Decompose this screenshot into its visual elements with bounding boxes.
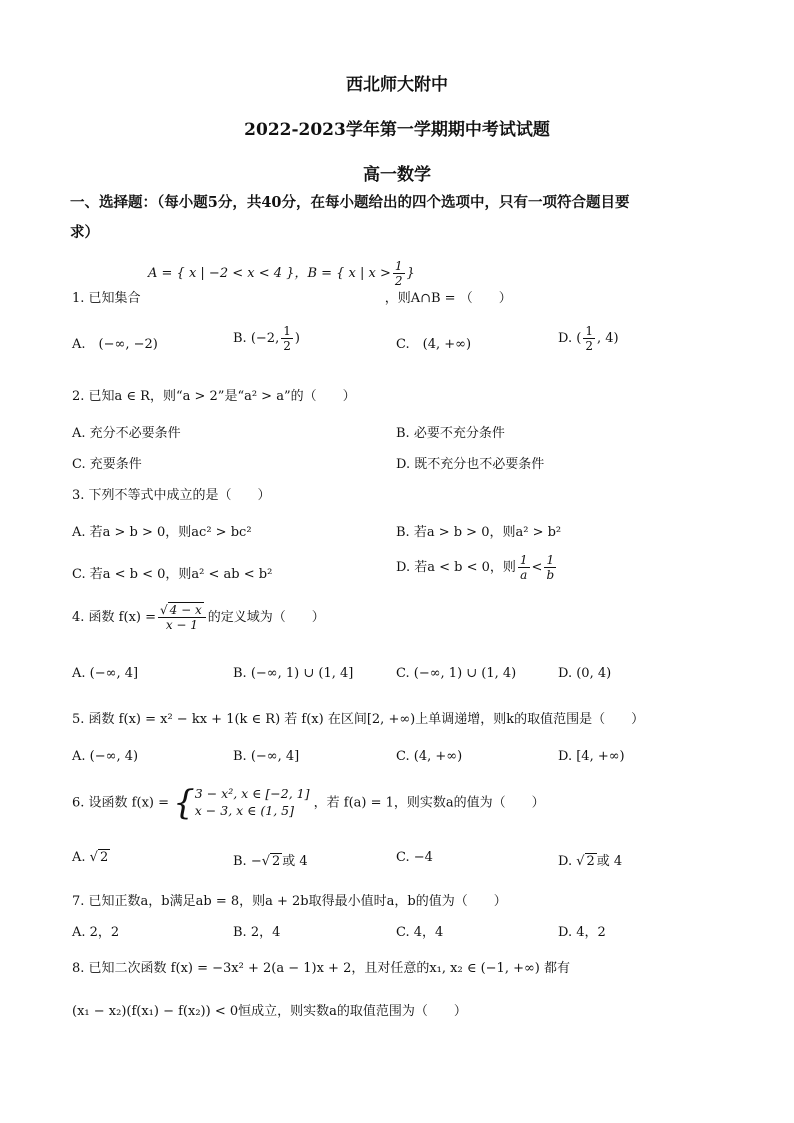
q6-stem-suffix: ，若 f(a) = 1，则实数a的值为（ ） xyxy=(313,795,545,811)
q1-sets: A = { x | −2 < x < 4 }，B = { x | x > $\frac{1}{2}$ } xyxy=(148,259,415,288)
q3-option-a: A. 若a > b > 0，则ac² > bc² xyxy=(72,525,252,540)
q5-option-a: A. (−∞, 4) xyxy=(72,749,139,764)
section-heading-line2: 求） xyxy=(70,224,99,241)
q6-option-d-letter: D. xyxy=(558,854,573,869)
q4-option-d: D. (0, 4) xyxy=(558,666,612,681)
q1-set-b-right: } xyxy=(406,266,415,281)
q4-option-a: A. (−∞, 4] xyxy=(72,666,139,681)
subject-title: 高一数学 xyxy=(363,165,431,185)
q5-number: 5. xyxy=(72,712,85,727)
q6-case2: x − 3, x ∈ (1, 5] xyxy=(194,803,295,818)
q2-stem-text: 已知a ∈ R，则“a > 2”是“a² > a”的（ ） xyxy=(88,389,356,404)
q7-option-a: A. 2，2 xyxy=(72,925,120,940)
q2-option-c: C. 充要条件 xyxy=(72,457,142,472)
q6-brace: { xyxy=(173,783,195,823)
q1-stem-suffix: ，则A∩B = （ ） xyxy=(384,291,512,306)
q1-option-d-frac xyxy=(583,325,595,352)
q1-option-d-letter: D. xyxy=(558,331,573,346)
q3-option-d-frac1 xyxy=(518,554,530,581)
q3-stem-text: 下列不等式中成立的是（ ） xyxy=(88,488,271,503)
q8-stem xyxy=(72,957,570,976)
q1-set-b-frac xyxy=(393,260,405,287)
q4-frac-num: 4 − x xyxy=(169,603,202,617)
q1-option-c: C. (4, +∞) xyxy=(396,337,472,352)
q6-option-a-letter: A. xyxy=(72,850,86,865)
q5-option-b: B. (−∞, 4] xyxy=(233,749,300,764)
q6-option-d: D. √ 2 或 4 xyxy=(558,854,623,869)
q6-option-b-tail: 或 4 xyxy=(282,854,308,869)
q1-option-b-right: ) xyxy=(294,331,300,346)
q1-set-b-left: B = { x | x > xyxy=(307,266,391,281)
q1-option-b-den: 2 xyxy=(283,339,291,353)
q3-option-b: B. 若a > b > 0，则a² > b² xyxy=(396,525,562,540)
q7-stem xyxy=(72,890,507,909)
q1-option-b-num: 1 xyxy=(283,324,291,338)
q6-piecewise xyxy=(173,783,310,823)
q3-option-d xyxy=(396,554,558,581)
q6-option-d-rad: 2 xyxy=(586,854,595,869)
q6-stem xyxy=(72,783,545,823)
q2-number: 2. xyxy=(72,389,85,404)
q6-stem-prefix: 设函数 f(x) = xyxy=(88,795,169,811)
q4-frac xyxy=(158,604,206,631)
q1-option-d xyxy=(558,325,619,352)
q1-option-b-left: (−2, xyxy=(250,331,280,346)
q8-stem-text: 已知二次函数 f(x) = −3x² + 2(a − 1)x + 2，且对任意的x₁, x₂ ∈ (−1, +∞) 都有 xyxy=(88,961,571,976)
q1-frac-den: 2 xyxy=(394,274,403,288)
q6-option-b: B. −√ 2 或 4 xyxy=(233,854,308,869)
q1-option-a: A. (−∞, −2) xyxy=(72,337,158,352)
q1-option-b xyxy=(233,325,300,352)
q4-stem-prefix: 函数 f(x) = xyxy=(88,610,156,625)
q1-frac-num: 1 xyxy=(394,259,403,273)
q4-option-b: B. (−∞, 1) ∪ (1, 4] xyxy=(233,666,354,681)
q5-option-c: C. (4, +∞) xyxy=(396,749,463,764)
q1-option-b-letter: B. xyxy=(233,331,247,346)
q1-stem xyxy=(72,287,512,306)
q4-frac-den: x − 1 xyxy=(165,618,198,632)
q1-option-d-left: ( xyxy=(576,331,582,346)
q3-option-d-text: D. 若a < b < 0，则 xyxy=(396,560,516,575)
q6-number: 6. xyxy=(72,795,85,811)
q3-stem xyxy=(72,484,271,503)
q6-option-b-rad: 2 xyxy=(272,854,281,869)
q3-frac1-num: 1 xyxy=(519,553,528,567)
q6-case1: 3 − x², x ∈ [−2, 1] xyxy=(194,786,310,802)
q3-option-d-frac2 xyxy=(544,554,556,581)
q4-stem-suffix: 的定义域为（ ） xyxy=(207,610,325,625)
q7-option-b: B. 2，4 xyxy=(233,925,281,940)
q7-stem-text: 已知正数a，b满足ab = 8，则a + 2b取得最小值时a，b的值为（ ） xyxy=(88,894,507,909)
q4-stem xyxy=(72,604,325,631)
q7-option-d: D. 4，2 xyxy=(558,925,606,940)
q3-option-c: C. 若a < b < 0，则a² < ab < b² xyxy=(72,567,273,582)
q7-option-c: C. 4，4 xyxy=(396,925,444,940)
q3-frac2-num: 1 xyxy=(546,553,555,567)
q2-option-d: D. 既不充分也不必要条件 xyxy=(396,457,545,472)
q7-number: 7. xyxy=(72,894,85,909)
q5-stem-text: 函数 f(x) = x² − kx + 1(k ∈ R) 若 f(x) 在区间[2, +∞)上单调递增，则k的取值范围是（ ） xyxy=(88,712,645,727)
q3-option-d-lt: < xyxy=(531,560,543,575)
q3-frac2-den: b xyxy=(546,568,555,582)
q6-option-a: A. √ 2 xyxy=(72,850,109,865)
q1-option-d-den: 2 xyxy=(585,339,593,353)
q5-option-d: D. [4, +∞) xyxy=(558,749,625,764)
q2-option-b: B. 必要不充分条件 xyxy=(396,426,505,441)
q2-option-a: A. 充分不必要条件 xyxy=(72,426,181,441)
q6-option-d-tail: 或 4 xyxy=(596,854,623,869)
q8-number: 8. xyxy=(72,961,85,976)
q3-frac1-den: a xyxy=(520,568,528,582)
q1-option-d-num: 1 xyxy=(585,324,593,338)
q4-number: 4. xyxy=(72,610,85,625)
q6-option-c: C. −4 xyxy=(396,850,433,865)
q6-cases xyxy=(195,786,310,820)
q3-number: 3. xyxy=(72,488,85,503)
q1-option-b-frac xyxy=(281,325,293,352)
q4-frac-num-wrap: √ 4 − x xyxy=(158,604,206,618)
q1-set-a: A = { x | −2 < x < 4 } xyxy=(148,266,295,281)
section-heading-line1: 一、选择题：（每小题5分，共40分，在每小题给出的四个选项中，只有一项符合题目要 xyxy=(70,194,630,211)
exam-title: 2022-2023学年第一学期期中考试试题 xyxy=(244,120,550,140)
q6-option-a-rad: 2 xyxy=(99,850,109,865)
q1-number: 1. xyxy=(72,291,85,306)
q6-option-b-letter: B. − xyxy=(233,854,262,869)
school-name: 西北师大附中 xyxy=(346,75,448,95)
q8-stem-line2: (x₁ − x₂)(f(x₁) − f(x₂)) < 0恒成立，则实数a的取值范围为（ ） xyxy=(72,1004,467,1019)
q1-option-d-right: , 4) xyxy=(596,331,619,346)
q5-stem xyxy=(72,708,644,727)
q2-stem xyxy=(72,385,356,404)
q4-option-c: C. (−∞, 1) ∪ (1, 4) xyxy=(396,666,517,681)
q1-stem-prefix: 已知集合 xyxy=(88,291,141,306)
